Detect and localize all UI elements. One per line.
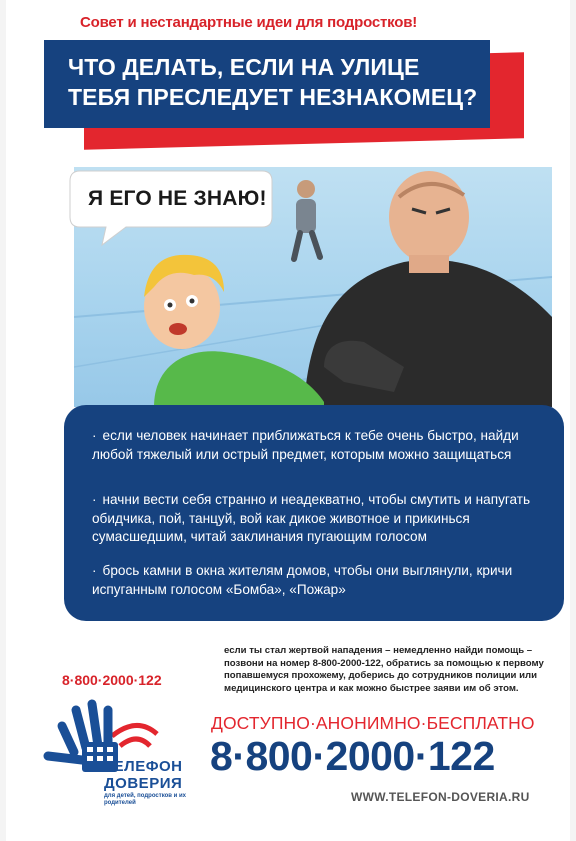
poster-subtitle: Совет и нестандартные идеи для подростков! (80, 14, 418, 31)
logo-arc-number: 8·800·2000·122 (62, 672, 162, 688)
title-line-1: ЧТО ДЕЛАТЬ, ЕСЛИ НА УЛИЦЕ (68, 54, 420, 80)
poster (6, 0, 570, 841)
distant-man-figure (294, 180, 320, 259)
speech-text: Я ЕГО НЕ ЗНАЮ! (88, 187, 267, 210)
tip-text: если человек начинает приближаться к тебе очень быстро, найди любой тяжелый или острый предмет, которым можно защищаться (92, 428, 519, 462)
website-link[interactable]: WWW.TELEFON-DOVERIA.RU (351, 790, 530, 804)
hotline-number: 8·800·2000·122 (210, 733, 495, 779)
title-banner (44, 40, 524, 148)
tip-item (92, 427, 547, 464)
title-line-2: ТЕБЯ ПРЕСЛЕДУЕТ НЕЗНАКОМЕЦ? (68, 84, 478, 110)
tip-text: начни вести себя странно и неадекватно, чтобы смутить и напугать обидчика, пой, танцуй, вой как дикое животное и прикинься сумасшедшим, читай заклинания пугающим голосом (92, 492, 531, 544)
logo-tagline: для детей, подростков и их родителей (104, 793, 187, 806)
tip-item (92, 562, 547, 599)
tip-item (92, 491, 547, 547)
speech-bubble (66, 165, 276, 247)
slogan: ДОСТУПНО·АНОНИМНО·БЕСПЛАТНО (211, 713, 535, 733)
boy-figure (144, 255, 324, 407)
tips-panel (64, 405, 564, 621)
banner-blue-panel (44, 40, 490, 128)
logo-brand-line-2: ДОВЕРИЯ (104, 775, 183, 792)
tip-text: брось камни в окна жителям домов, чтобы они выглянули, кричи испуганным голосом «Бомба», «Пожар» (92, 563, 513, 597)
poster-title (68, 52, 477, 112)
logo-brand-line-1: ТЕЛЕФОН (104, 758, 183, 775)
tip-bullet: · (92, 492, 97, 507)
stranger-man-figure (304, 171, 552, 407)
helpline-logo (42, 672, 222, 822)
tip-bullet: · (92, 428, 97, 443)
tip-bullet: · (92, 563, 97, 578)
footnote: если ты стал жертвой нападения – немедленно найди помощь – позвони на номер 8-800-2000-122, обратись за помощью к первому попавшемуся прохожему, доберись до сотрудников полиции или медицинского центра и как можно быстрее заяви им об этом. (224, 645, 544, 694)
